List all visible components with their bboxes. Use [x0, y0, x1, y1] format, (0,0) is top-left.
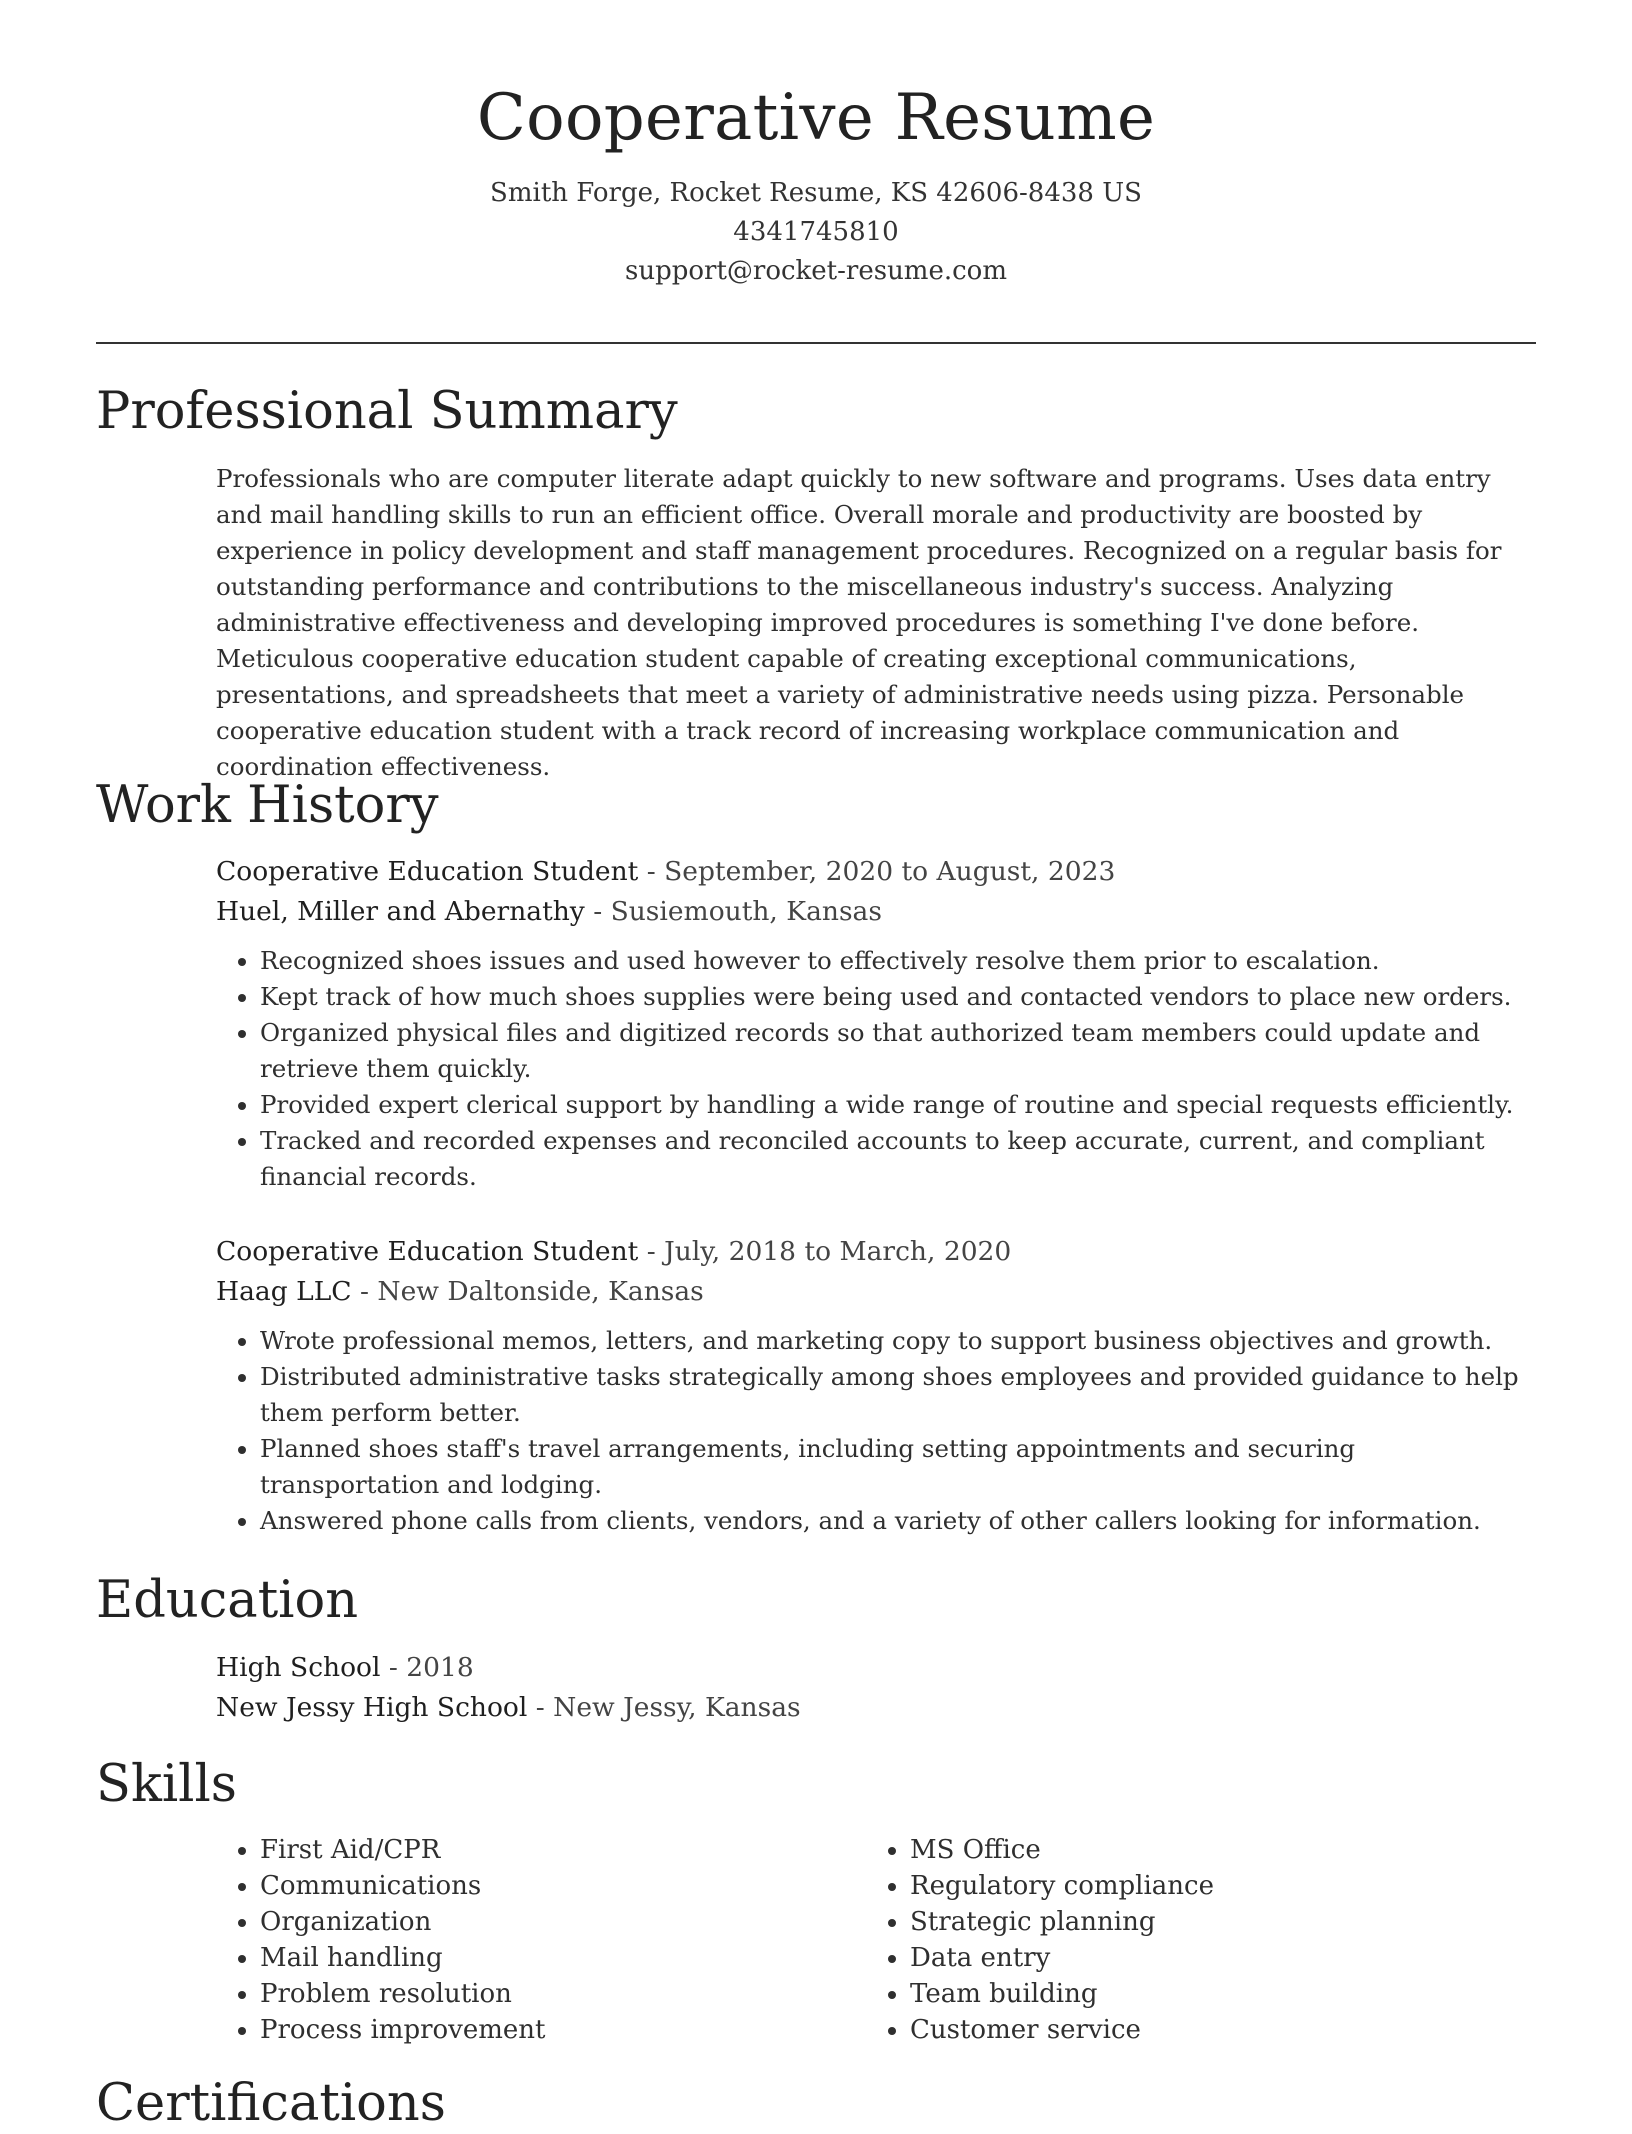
- list-item: • Organization: [260, 1904, 836, 1940]
- list-item: • Answered phone calls from clients, vendors, and a variety of other callers looking for information.: [260, 1503, 1536, 1539]
- list-item: • Kept track of how much shoes supplies were being used and contacted vendors to place new orders.: [260, 979, 1536, 1015]
- job-company-line: [216, 892, 1536, 932]
- skills-list: [866, 1832, 1486, 2048]
- list-item: • MS Office: [910, 1832, 1486, 1868]
- education-degree-line: [216, 1648, 1536, 1688]
- contact-info: [0, 174, 1632, 291]
- summary-text: Professionals who are computer literate adapt quickly to new software and programs. Uses data entry and mail handling skills to run an efficient office. Overall morale and productivity are boosted by experience in policy development and staff management procedures. Recognized on a regular basis for outstanding performance and contributions to the miscellaneous industry's success. Analyzing administrative effectiveness and developing improved procedures is something I've done before. Meticulous cooperative education student capable of creating exceptional communications, presentations, and spreadsheets that meet a variety of administrative needs using pizza. Personable cooperative education student with a track record of increasing workplace communication and coordination effectiveness.: [216, 464, 1502, 781]
- address: Smith Forge, Rocket Resume, KS 42606-8438 US: [490, 178, 1142, 208]
- education-degree: High School: [216, 1652, 381, 1683]
- job-duties-list: [216, 943, 1536, 1195]
- job-location: - New Daltonside, Kansas: [351, 1276, 704, 1307]
- job-title-line: [216, 852, 1536, 892]
- job-company: Haag LLC: [216, 1276, 352, 1307]
- section-title-work-history: Work History: [96, 776, 439, 835]
- resume-header: [0, 78, 1632, 291]
- list-item: • Strategic planning: [910, 1904, 1486, 1940]
- candidate-name: Cooperative Resume: [476, 81, 1156, 155]
- job-duties-list: [216, 1323, 1536, 1539]
- job-location: - Susiemouth, Kansas: [584, 896, 882, 927]
- section-title-education: Education: [96, 1571, 359, 1630]
- job-role: Cooperative Education Student: [216, 856, 639, 887]
- job-company: Huel, Miller and Abernathy: [216, 896, 585, 927]
- list-item: • Wrote professional memos, letters, and marketing copy to support business objectives and growth.: [260, 1323, 1536, 1359]
- list-item: • Planned shoes staff's travel arrangements, including setting appointments and securing transportation and lodging.: [260, 1431, 1536, 1503]
- list-item: • Communications: [260, 1868, 836, 1904]
- education-year: - 2018: [380, 1652, 474, 1683]
- skills-list: [216, 1832, 836, 2048]
- list-item: • Data entry: [910, 1940, 1486, 1976]
- list-item: • Distributed administrative tasks strategically among shoes employees and provided guidance to help them perform better.: [260, 1359, 1536, 1431]
- section-title-certifications: Certifications: [96, 2074, 446, 2133]
- header-divider: [96, 342, 1536, 344]
- summary-block: [216, 461, 1536, 785]
- list-item: • Team building: [910, 1976, 1486, 2012]
- list-item: • Mail handling: [260, 1940, 836, 1976]
- education-entry: [216, 1648, 1536, 1728]
- job-role: Cooperative Education Student: [216, 1236, 639, 1267]
- list-item: • Regulatory compliance: [910, 1868, 1486, 1904]
- section-title-skills: Skills: [96, 1755, 237, 1814]
- skills-column-right: [866, 1832, 1486, 2048]
- list-item: • Problem resolution: [260, 1976, 836, 2012]
- job-entry: [216, 852, 1536, 1195]
- list-item: • First Aid/CPR: [260, 1832, 836, 1868]
- list-item: • Recognized shoes issues and used however to effectively resolve them prior to escalation.: [260, 943, 1536, 979]
- section-title-summary: Professional Summary: [96, 382, 678, 441]
- job-dates: - September, 2020 to August, 2023: [638, 856, 1116, 887]
- education-location: - New Jessy, Kansas: [527, 1692, 801, 1723]
- list-item: • Process improvement: [260, 2012, 836, 2048]
- education-school: New Jessy High School: [216, 1692, 528, 1723]
- list-item: • Tracked and recorded expenses and reconciled accounts to keep accurate, current, and compliant financial records.: [260, 1123, 1536, 1195]
- job-dates: - July, 2018 to March, 2020: [638, 1236, 1012, 1267]
- job-title-line: [216, 1232, 1536, 1272]
- email-address: support@rocket-resume.com: [624, 256, 1007, 286]
- job-company-line: [216, 1272, 1536, 1312]
- list-item: • Customer service: [910, 2012, 1486, 2048]
- education-school-line: [216, 1688, 1536, 1728]
- list-item: • Provided expert clerical support by handling a wide range of routine and special requests efficiently.: [260, 1087, 1536, 1123]
- skills-column-left: [216, 1832, 836, 2048]
- list-item: • Organized physical files and digitized records so that authorized team members could update and retrieve them quickly.: [260, 1015, 1536, 1087]
- phone-number: 4341745810: [733, 217, 899, 247]
- job-entry: [216, 1232, 1536, 1539]
